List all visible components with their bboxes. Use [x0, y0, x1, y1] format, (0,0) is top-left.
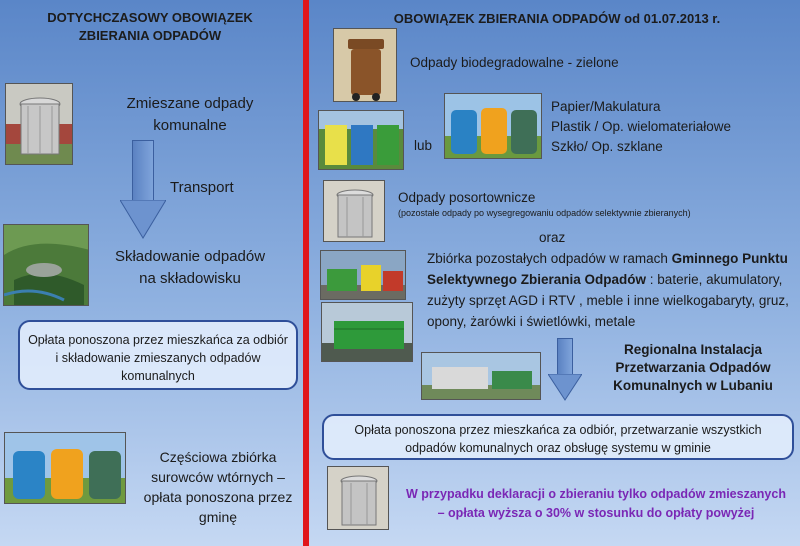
partial-line3: opłata ponoszona przez: [143, 489, 293, 505]
higher-fee-warning: [396, 485, 796, 523]
left-fee-box: Opłata ponoszona przez mieszkańca za odbiór i składowanie zmieszanych odpadów komunalnych: [18, 320, 298, 390]
landfill-photo: [3, 224, 89, 306]
riptok-line1: Regionalna Instalacja: [623, 342, 763, 357]
partial-collection-label: [138, 447, 298, 527]
riptok-line3: Komunalnych w Lubaniu: [613, 378, 773, 393]
metal-bin-photo: [5, 83, 73, 165]
riptok-line2: Przetwarzania Odpadów: [615, 360, 771, 375]
landfill-line2: na składowisku: [139, 270, 241, 287]
transport-label: Transport: [170, 179, 234, 196]
transport-arrow: [120, 140, 166, 240]
warning-line2: – opłata wyższa o 30% w stosunku do opłaty powyżej: [437, 506, 755, 520]
processing-arrow: [548, 338, 582, 402]
left-header-line1: DOTYCHCZASOWY OBOWIĄZEK: [47, 10, 253, 25]
bio-waste-label: Odpady biodegradowalne - zielone: [410, 55, 619, 70]
and-label: oraz: [539, 230, 566, 245]
landfill-label: [95, 246, 285, 290]
big-bins-photo: [444, 93, 542, 159]
segregation-bins-photo: [318, 110, 404, 170]
mixed-waste-line2: komunalne: [153, 117, 227, 134]
residual-bin-photo: [323, 180, 385, 242]
partial-line1: Częściowa zbiórka: [159, 449, 277, 465]
warning-line1: W przypadku deklaracji o zbieraniu tylko odpadów zmieszanych: [406, 487, 786, 501]
facility-photo: [421, 352, 541, 400]
residual-note: (pozostałe odpady po wysegregowaniu odpadów selektywnie zbieranych): [398, 208, 691, 218]
section-divider: [303, 0, 309, 546]
bio-bin-photo: [333, 28, 397, 102]
green-container-photo: [321, 302, 413, 362]
containers-photo: [320, 250, 406, 300]
partial-line2: surowców wtórnych –: [151, 469, 285, 485]
gpsz-post: : baterie, akumulatory, zużyty sprzęt AGD i RTV , meble i inne wielkogabaryty, gruz, opony, żarówki i świetlówki, metale: [427, 272, 789, 329]
recycling-bins-photo: [4, 432, 126, 504]
left-header-line2: ZBIERANIA ODPADÓW: [78, 28, 222, 43]
residual-label: Odpady posortownicze: [398, 190, 536, 205]
recyclables-list: [551, 97, 791, 157]
mixed-bin-photo: [327, 466, 389, 530]
mixed-waste-line1: Zmieszane odpady: [126, 95, 254, 112]
glass-label: Szkło/ Op. szklane: [551, 139, 663, 154]
left-header: [20, 9, 280, 45]
or-label: lub: [414, 138, 433, 153]
gpsz-text: [427, 248, 795, 332]
gpsz-bold: Gminnego Punktu Selektywnego Zbierania Odpadów: [427, 251, 788, 287]
landfill-line1: Składowanie odpadów: [114, 248, 266, 265]
right-fee-box: Opłata ponoszona przez mieszkańca za odbiór, przetwarzanie wszystkich odpadów komunalnych oraz obsługę systemu w gminie: [322, 414, 794, 460]
partial-line4: gminę: [198, 509, 238, 525]
paper-label: Papier/Makulatura: [551, 99, 661, 114]
plastic-label: Plastik / Op. wielomateriałowe: [551, 119, 732, 134]
mixed-waste-label: [90, 93, 290, 137]
regional-facility-label: [588, 341, 798, 395]
gpsz-pre: Zbiórka pozostałych odpadów w ramach: [427, 251, 672, 266]
right-header: OBOWIĄZEK ZBIERANIA ODPADÓW od 01.07.2013 r.: [393, 11, 721, 26]
